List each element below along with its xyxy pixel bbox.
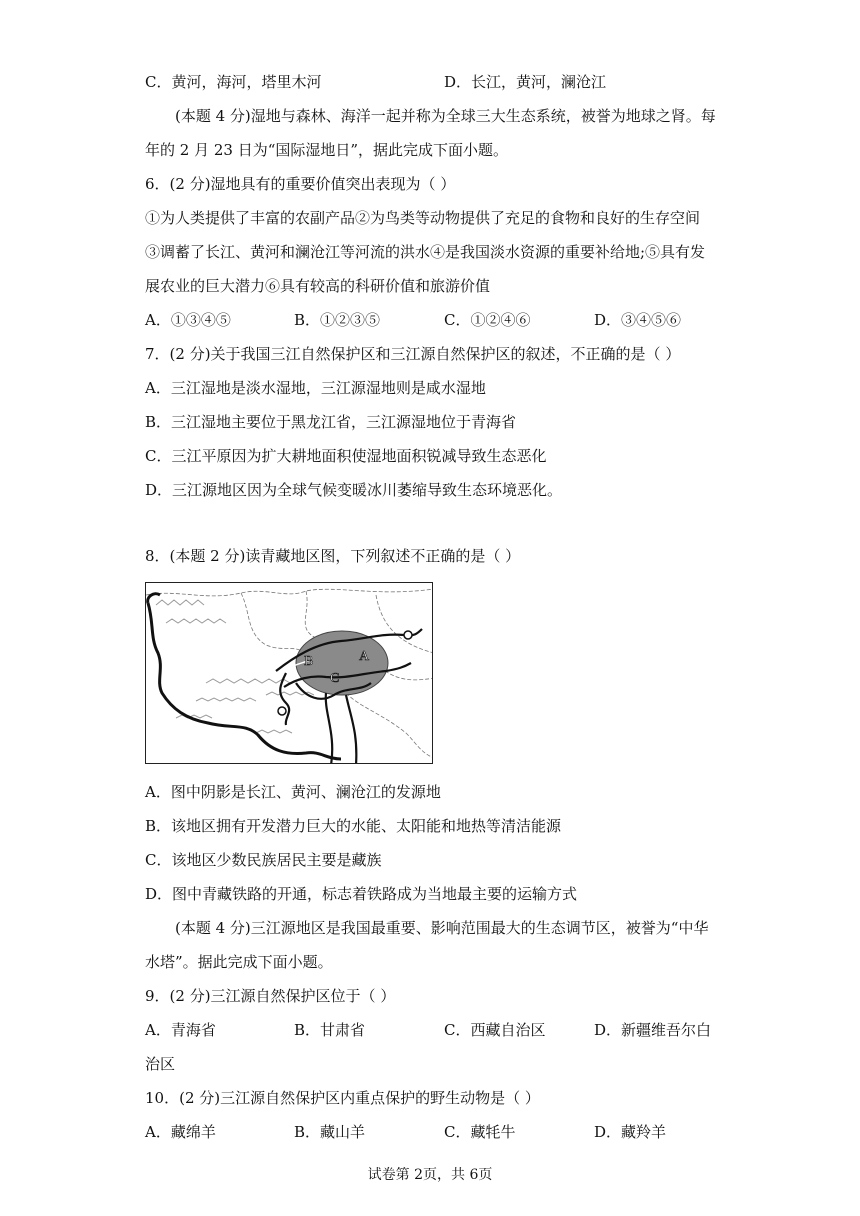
q9-option-d: D．新疆维吾尔白 (594, 1021, 712, 1039)
map-label-b: B (304, 654, 314, 669)
q8-option-c: C．该地区少数民族居民主要是藏族 (145, 851, 382, 869)
q9-option-a: A．青海省 (145, 1021, 216, 1039)
q10-option-a: A．藏绵羊 (145, 1123, 216, 1141)
q5-option-c: C．黄河，海河，塔里木河 (145, 73, 322, 91)
q9-option-d-wrap: 治区 (145, 1055, 176, 1073)
qinghai-tibet-map (145, 582, 433, 764)
q6-item-1: ①为人类提供了丰富的农副产品②为鸟类等动物提供了充足的食物和良好的生存空间 (145, 209, 701, 227)
q8-stem: 8．(本题 2 分)读青藏地区图，下列叙述不正确的是（ ） (145, 547, 521, 565)
q10-stem: 10．(2 分)三江源自然保护区内重点保护的野生动物是（ ） (145, 1089, 540, 1107)
map-label-a: A (359, 649, 370, 664)
q7-option-a: A．三江湿地是淡水湿地，三江源湿地则是咸水湿地 (145, 379, 486, 397)
q9-option-b: B．甘肃省 (294, 1021, 366, 1039)
q6-option-d: D．③④⑤⑥ (594, 311, 682, 329)
intro1-line2: 年的 2 月 23 日为“国际湿地日”，据此完成下面小题。 (145, 141, 509, 159)
q7-stem: 7．(2 分)关于我国三江自然保护区和三江源自然保护区的叙述，不正确的是（ ） (145, 345, 681, 363)
q9-option-c: C．西藏自治区 (444, 1021, 546, 1039)
q10-option-d: D．藏羚羊 (594, 1123, 667, 1141)
q8-option-d: D．图中青藏铁路的开通，标志着铁路成为当地最主要的运输方式 (145, 885, 578, 903)
q8-option-b: B．该地区拥有开发潜力巨大的水能、太阳能和地热等清洁能源 (145, 817, 562, 835)
q7-option-c: C．三江平原因为扩大耕地面积使湿地面积锐减导致生态恶化 (145, 447, 547, 465)
q10-option-b: B．藏山羊 (294, 1123, 366, 1141)
q9-stem: 9．(2 分)三江源自然保护区位于（ ） (145, 987, 396, 1005)
q6-option-a: A．①③④⑤ (145, 311, 231, 329)
intro1-line1: (本题 4 分)湿地与森林、海洋一起并称为全球三大生态系统，被誉为地球之肾。每 (175, 107, 716, 125)
q6-option-b: B．①②③⑤ (294, 311, 381, 329)
q6-stem: 6．(2 分)湿地具有的重要价值突出表现为（ ） (145, 175, 456, 193)
q7-option-b: B．三江湿地主要位于黑龙江省，三江源湿地位于青海省 (145, 413, 517, 431)
intro2-line2: 水塔”。据此完成下面小题。 (145, 953, 333, 971)
map-label-c: C (330, 671, 340, 686)
q7-option-d: D．三江源地区因为全球气候变暖冰川萎缩导致生态环境恶化。 (145, 481, 563, 499)
q10-option-c: C．藏牦牛 (444, 1123, 516, 1141)
q6-item-3: 展农业的巨大潜力⑥具有较高的科研价值和旅游价值 (145, 277, 491, 295)
q8-option-a: A．图中阴影是长江、黄河、澜沧江的发源地 (145, 783, 441, 801)
page-footer: 试卷第 2页，共 6页 (367, 1167, 493, 1183)
q6-item-2: ③调蓄了长江、黄河和澜沧江等河流的洪水④是我国淡水资源的重要补给地;⑤具有发 (145, 243, 706, 261)
intro2-line1: (本题 4 分)三江源地区是我国最重要、影响范围最大的生态调节区，被誉为“中华 (175, 919, 709, 937)
q6-option-c: C．①②④⑥ (444, 311, 531, 329)
q5-option-d: D．长江，黄河，澜沧江 (444, 73, 607, 91)
